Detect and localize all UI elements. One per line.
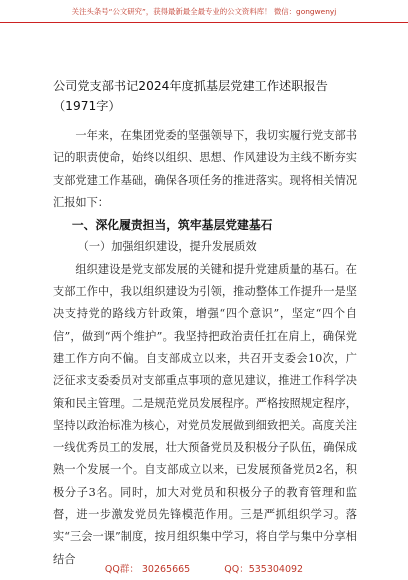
header-divider [0,22,408,23]
document-title: 公司党支部书记2024年度抓基层党建工作述职报告（1971字） [53,79,328,113]
top-banner: 关注头条号“公文研究”，获得最新最全最专业的公文资料库！ 微信：gongwenyj [71,7,337,16]
footer-contact [0,561,408,575]
subsection-heading: （一）加强组织建设，提升发展质效 [77,240,257,254]
section-heading: 一、深化履责担当，筑牢基层党建基石 [71,218,273,233]
document-body [53,125,357,571]
qq-number: QQ：535304092 [224,564,304,575]
intro-paragraph: 一年来，在集团党委的坚强领导下，我切实履行党支部书记的职责使命，始终以组织、思想、作风建设为主线不断夯实支部党建工作基础，确保各项任务的推进落实。现将相关情况汇报如下： [53,129,357,209]
body-paragraph: 组织建设是党支部发展的关键和提升党建质量的基石。在支部工作中，我以组织建设为引领，推动整体工作提升一是坚决支持党的路线方针政策，增强“四个意识”，坚定“四个自信”，做到“两个维护”。我坚持把政治责任扛在肩上，确保党建工作方向不偏。自支部成立以来，共召开支委会10次，广泛征求支委委员对支部重点事项的意见建议，推进工作科学决策和民主管理。二是规范党员发展程序。严格按照规定程序，坚持以政治标准为核心，对党员发展做到细致把关。高度关注一线优秀员工的发展，壮大预备党员及积极分子队伍，确保成熟一个发展一个。自支部成立以来，已发展预备党员2名，积极分子3名。同时，加大对党员和积极分子的教育管理和监督，进一步激发党员先锋模范作用。三是严抓组织学习。落实“三会一课”制度，按月组织集中学习，将自学与集中分享相结合 [53,262,357,566]
qq-group-number: QQ群： 30265665 [104,564,191,575]
